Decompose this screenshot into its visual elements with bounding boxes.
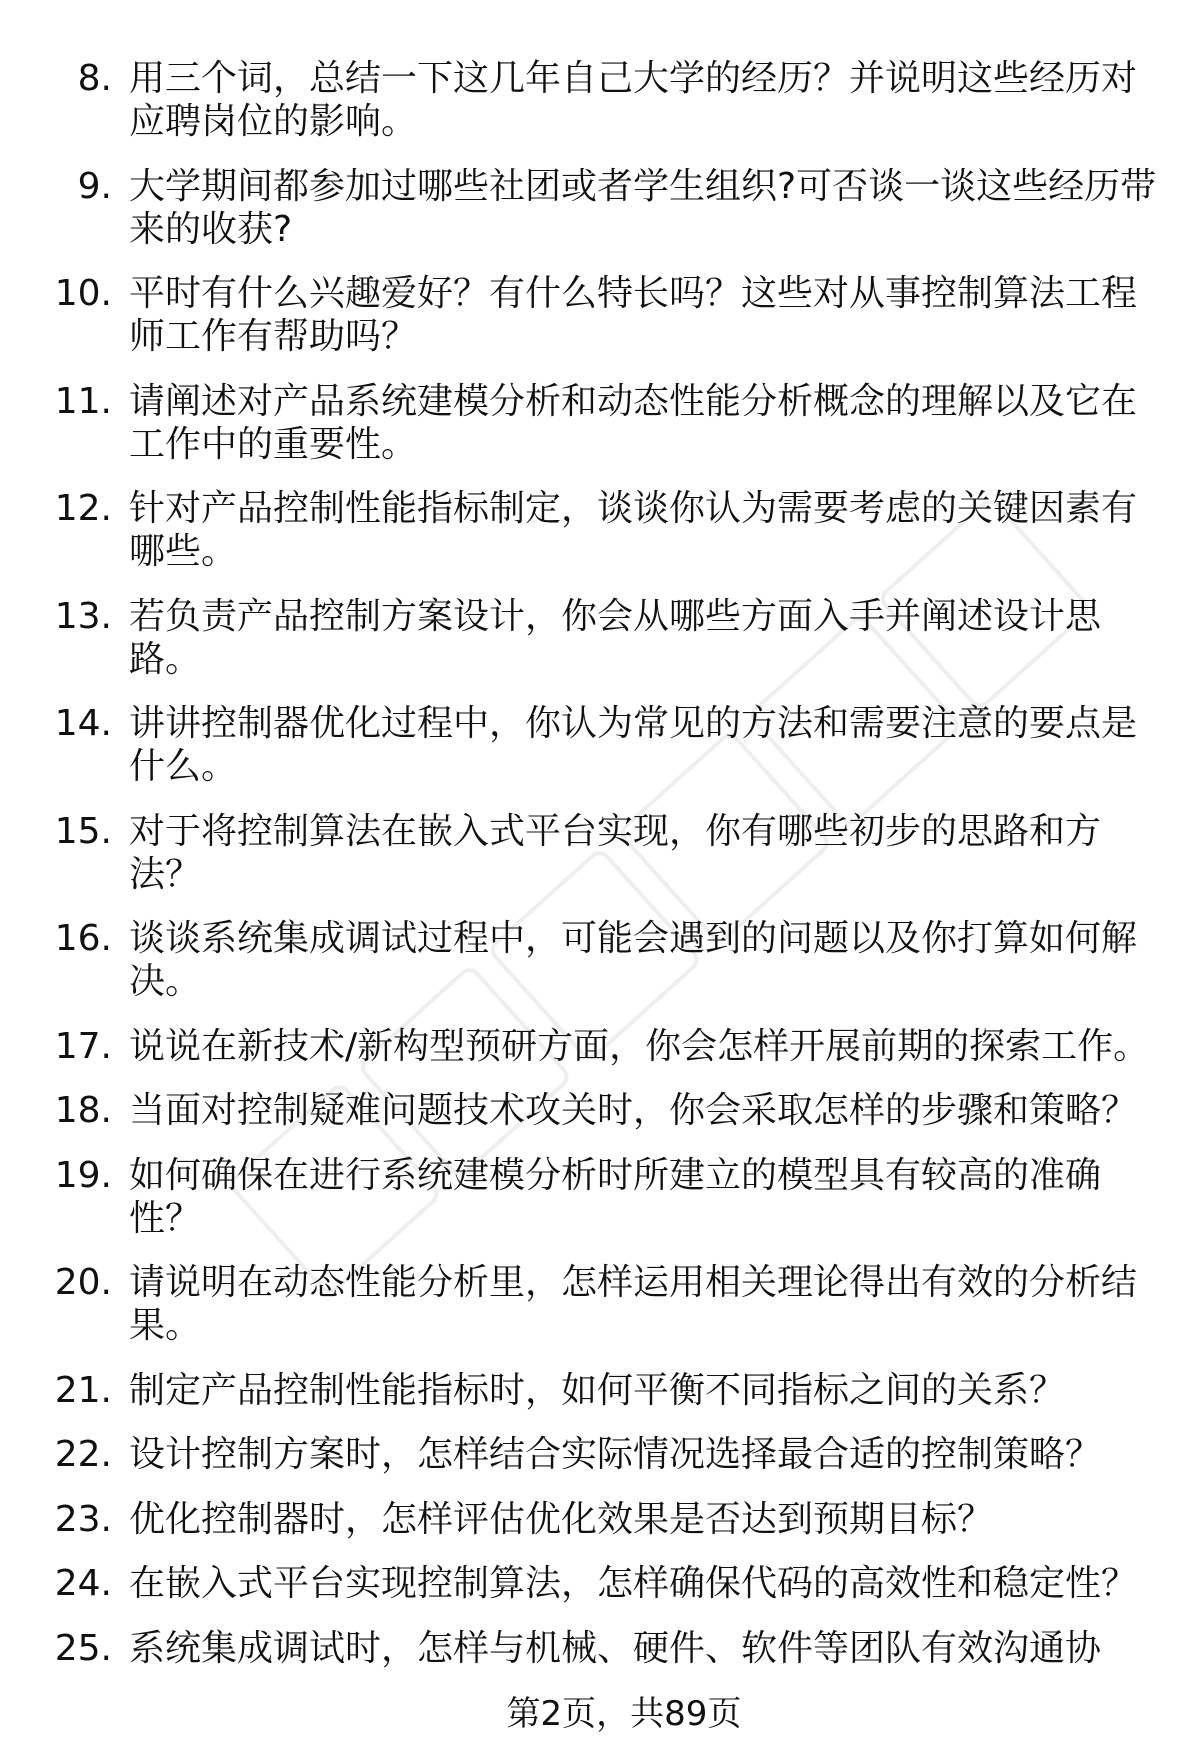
question-list — [0, 57, 1190, 1691]
question-item — [0, 917, 1190, 1003]
question-text — [129, 1261, 1137, 1347]
question-number: 20. — [54, 1262, 112, 1303]
question-text-line: 谈谈系统集成调试过程中，可能会遇到的问题以及你打算如何解 — [129, 918, 1138, 959]
question-number: 11. — [54, 380, 112, 422]
question-text-line: 对于将控制算法在嵌入式平台实现，你有哪些初步的思路和方 — [129, 810, 1102, 852]
question-text-line: 果。 — [129, 1305, 202, 1346]
question-text — [129, 1627, 1101, 1670]
question-item — [0, 1261, 1190, 1347]
question-text-line: 针对产品控制性能指标制定，谈谈你认为需要考虑的关键因素有 — [129, 488, 1138, 529]
question-number: 13. — [54, 595, 112, 637]
question-item — [0, 1089, 1190, 1132]
question-item — [0, 1562, 1190, 1605]
question-text-line: 应聘岗位的影响。 — [129, 101, 418, 142]
question-item — [0, 1498, 1190, 1541]
question-number: 14. — [54, 703, 112, 744]
question-number: 22. — [54, 1434, 112, 1475]
question-number: 10. — [54, 273, 112, 314]
question-text — [129, 1369, 1065, 1412]
question-text-line: 法？ — [129, 853, 202, 895]
question-item — [0, 1154, 1190, 1240]
question-number: 23. — [54, 1498, 112, 1540]
question-number: 17. — [54, 1025, 112, 1067]
question-text — [129, 165, 1156, 251]
question-text-line: 用三个词，总结一下这几年自己大学的经历？并说明这些经历对 — [129, 58, 1138, 99]
question-text-line: 大学期间都参加过哪些社团或者学生组织?可否谈一谈这些经历带 — [129, 165, 1157, 207]
question-number: 16. — [54, 918, 112, 959]
question-text-line: 路。 — [129, 638, 202, 680]
question-text — [129, 1089, 1137, 1132]
page-number-footer: 第2页，共89页 — [506, 1694, 742, 1734]
question-text-line: 工作中的重要性。 — [129, 423, 418, 465]
question-text — [129, 702, 1137, 788]
question-text-line: 设计控制方案时，怎样结合实际情况选择最合适的控制策略？ — [129, 1434, 1102, 1475]
question-text-line: 优化控制器时，怎样评估优化效果是否达到预期目标？ — [129, 1498, 994, 1540]
question-text — [129, 1025, 1149, 1068]
question-text — [129, 57, 1137, 143]
question-item — [0, 810, 1190, 896]
question-item — [0, 1627, 1190, 1670]
question-text-line: 平时有什么兴趣爱好？有什么特长吗？这些对从事控制算法工程 — [129, 273, 1138, 314]
question-item — [0, 165, 1190, 251]
question-item — [0, 1433, 1190, 1476]
question-text-line: 性？ — [129, 1197, 202, 1239]
question-text-line: 在嵌入式平台实现控制算法，怎样确保代码的高效性和稳定性？ — [129, 1563, 1138, 1604]
question-text-line: 若负责产品控制方案设计，你会从哪些方面入手并阐述设计思 — [129, 595, 1102, 637]
question-number: 9. — [77, 165, 112, 207]
question-text — [129, 917, 1137, 1003]
question-number: 19. — [54, 1154, 112, 1196]
question-item — [0, 595, 1190, 681]
question-text-line: 哪些。 — [129, 531, 238, 572]
question-text-line: 决。 — [129, 961, 202, 1002]
question-text — [129, 1433, 1101, 1476]
question-text-line: 请说明在动态性能分析里，怎样运用相关理论得出有效的分析结 — [129, 1262, 1138, 1303]
question-text-line: 系统集成调试时，怎样与机械、硬件、软件等团队有效沟通协 — [129, 1627, 1102, 1669]
question-item — [0, 487, 1190, 573]
question-text — [129, 810, 1101, 896]
question-text-line: 请阐述对产品系统建模分析和动态性能分析概念的理解以及它在 — [129, 380, 1138, 422]
question-text-line: 如何确保在进行系统建模分析时所建立的模型具有较高的准确 — [129, 1154, 1102, 1196]
question-text-line: 师工作有帮助吗？ — [129, 316, 418, 357]
question-text-line: 来的收获? — [129, 208, 293, 250]
question-item — [0, 1369, 1190, 1412]
question-number: 8. — [77, 58, 112, 99]
question-text — [129, 487, 1137, 573]
question-text-line: 当面对控制疑难问题技术攻关时，你会采取怎样的步骤和策略？ — [129, 1090, 1138, 1131]
question-text-line: 讲讲控制器优化过程中，你认为常见的方法和需要注意的要点是 — [129, 703, 1138, 744]
question-item — [0, 380, 1190, 466]
question-text — [129, 595, 1101, 681]
question-text — [129, 272, 1137, 358]
question-text-line: 制定产品控制性能指标时，如何平衡不同指标之间的关系？ — [129, 1369, 1066, 1411]
question-text — [129, 1498, 993, 1541]
question-number: 18. — [54, 1090, 112, 1131]
question-text — [129, 1154, 1101, 1240]
question-number: 24. — [54, 1563, 112, 1604]
question-item — [0, 57, 1190, 143]
question-number: 25. — [54, 1627, 112, 1669]
question-text — [129, 1562, 1137, 1605]
question-text-line: 说说在新技术/新构型预研方面，你会怎样开展前期的探索工作。 — [129, 1025, 1150, 1067]
question-item — [0, 1025, 1190, 1068]
question-item — [0, 702, 1190, 788]
question-number: 15. — [54, 810, 112, 852]
question-number: 21. — [54, 1369, 112, 1411]
question-item — [0, 272, 1190, 358]
question-text-line: 什么。 — [129, 746, 238, 787]
question-text — [129, 380, 1137, 466]
question-number: 12. — [54, 488, 112, 529]
